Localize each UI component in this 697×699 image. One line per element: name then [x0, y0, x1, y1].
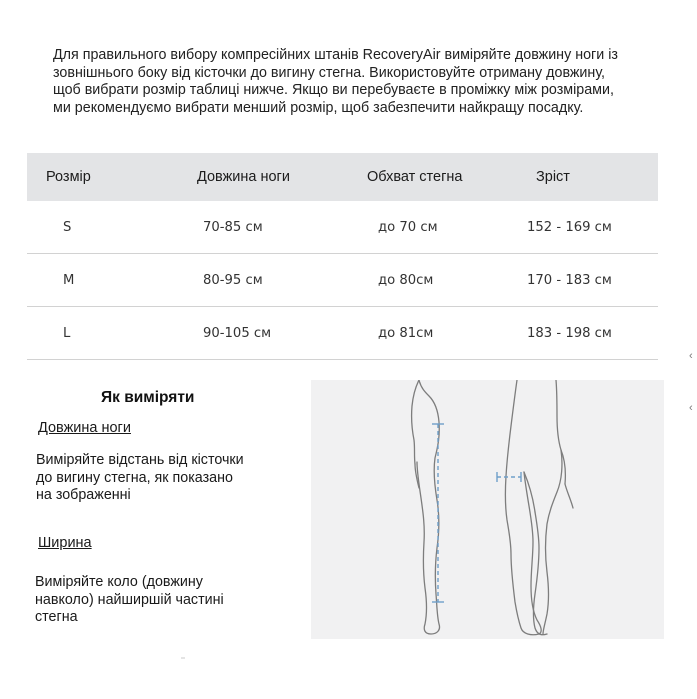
cell-leg-length: 70-85 см	[203, 220, 263, 235]
instruction-line: Виміряйте коло (довжину	[35, 574, 203, 590]
header-leg-length: Довжина ноги	[197, 169, 290, 185]
cell-size: S	[63, 220, 72, 235]
header-height: Зріст	[536, 169, 570, 185]
instruction-line: навколо) найширшій частині	[35, 591, 224, 608]
size-table	[27, 153, 658, 360]
instruction-line: стегна	[35, 609, 78, 625]
intro-line: щоб вибрати розмір таблиці нижче. Якщо ви перебуваєте в проміжку між розмірами,	[53, 82, 614, 98]
cell-height: 152 - 169 см	[527, 220, 612, 235]
cell-hip-girth: до 70 см	[378, 220, 438, 235]
instruction-line: Виміряйте відстань від кісточки	[36, 452, 244, 468]
edge-marks	[689, 330, 693, 434]
body-outline-illustration	[311, 380, 664, 639]
edge-mark-icon: ‹	[689, 402, 693, 414]
cell-hip-girth: до 80см	[378, 273, 434, 288]
cell-leg-length: 80-95 см	[203, 273, 263, 288]
leg-length-heading: Довжина ноги	[38, 420, 131, 436]
width-instructions	[35, 574, 224, 627]
intro-text	[53, 47, 663, 117]
measurement-figure	[311, 380, 664, 639]
header-size: Розмір	[46, 169, 91, 185]
header-hip-girth: Обхват стегна	[367, 169, 463, 185]
how-to-measure-title: Як виміряти	[101, 389, 195, 406]
table-row	[27, 307, 658, 360]
cell-hip-girth: до 81см	[378, 326, 434, 341]
table-header	[27, 153, 658, 201]
instruction-line: на зображенні	[36, 487, 131, 503]
intro-line: ми рекомендуємо вибрати менший розмір, щоб забезпечити найкращу посадку.	[53, 99, 584, 116]
edge-mark-icon: ‹	[689, 350, 693, 362]
leg-length-instructions	[36, 452, 244, 505]
width-heading: Ширина	[38, 535, 92, 551]
cell-height: 183 - 198 см	[527, 326, 612, 341]
intro-line: зовнішнього боку від кісточки до вигину стегна. Використовуйте отриману довжину,	[53, 64, 606, 81]
decorative-dot	[181, 657, 185, 659]
intro-line: Для правильного вибору компресійних штанів RecoveryAir виміряйте довжину ноги із	[53, 47, 618, 63]
instruction-line: до вигину стегна, як показано	[36, 469, 233, 486]
cell-size: M	[63, 273, 75, 288]
cell-leg-length: 90-105 см	[203, 326, 272, 341]
table-row	[27, 254, 658, 307]
cell-size: L	[63, 326, 71, 341]
cell-height: 170 - 183 см	[527, 273, 612, 288]
table-row	[27, 201, 658, 254]
